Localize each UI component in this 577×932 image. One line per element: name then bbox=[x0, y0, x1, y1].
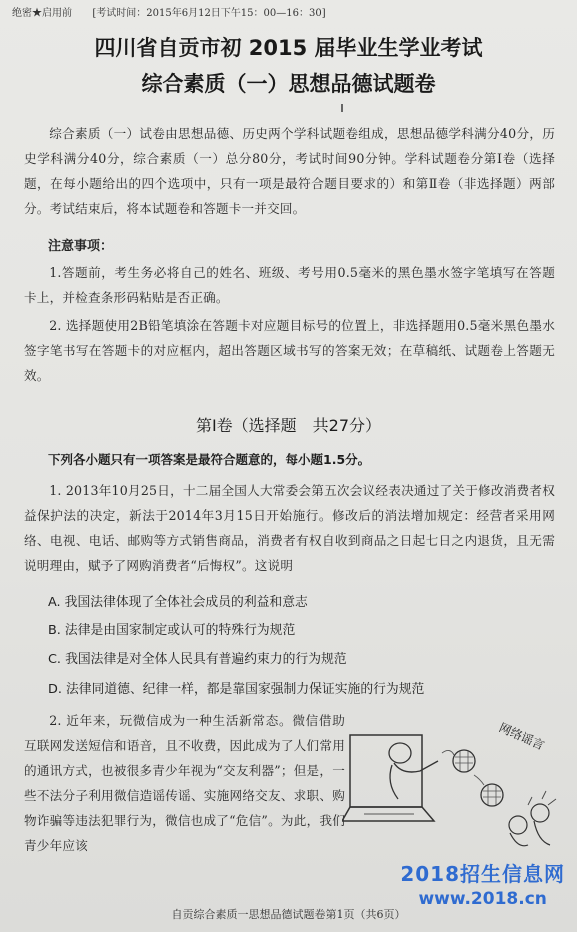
monitor-frame bbox=[350, 735, 422, 807]
question-1-stem: 1. 2013年10月25日，十二届全国人大常委会第五次会议经表决通过了关于修改消费者权益保护法的决定，新法于2014年3月15日开始施行。修改后的消法增加规定：经营者采用网络、电视、电话、邮购等方式销售商品，消费者有权自收到商品之日起七日之内退货，且无需说明理由，赋予了网购消费者“后悔权”。这说明 bbox=[24, 483, 555, 573]
target-body-2 bbox=[534, 821, 550, 845]
note-item-1: 1.答题前，考生务必将自己的姓名、班级、考号用0.5毫米的黑色墨水签字笔填写在答题卡上，并检查条形码粘贴是否正确。 bbox=[24, 265, 555, 305]
intro-paragraph: 综合素质（一）试卷由思想品德、历史两个学科试题卷组成，思想品德学科满分40分，历史学科满分40分，综合素质（一）总分80分，考试时间90分钟。学科试题卷分第Ⅰ卷（选择题，在每小题给出的四个选项中，只有一项是最符合题目要求的）和第Ⅱ卷（非选择题）两部分。考试结束后，将本试题卷和答题卡一并交回。 bbox=[24, 126, 555, 216]
rumor-ball-1-pattern bbox=[455, 751, 473, 771]
shock-lines bbox=[528, 791, 556, 805]
watermark-url: www.2018.cn bbox=[418, 889, 547, 909]
question-1-option-d: D. 法律同道德、纪律一样，都是靠国家强制力保证实施的行为规范 bbox=[48, 682, 425, 697]
header-line bbox=[12, 8, 565, 20]
stray-mark bbox=[341, 104, 343, 112]
note-item-2: 2. 选择题使用2B铅笔填涂在答题卡对应题目标号的位置上，非选择题用0.5毫米黑色墨水签字笔书写在答题卡的对应框内，超出答题区域书写的答案无效；在草稿纸、试题卷上答题无效。 bbox=[24, 318, 555, 383]
question-1-option-c: C. 我国法律是对全体人民具有普遍约束力的行为规范 bbox=[48, 652, 347, 667]
question-1-option-a: A. 我国法律体现了全体社会成员的利益和意志 bbox=[48, 595, 308, 610]
section-title: 第Ⅰ卷（选择题 共27分） bbox=[195, 416, 382, 435]
rumor-ball-1 bbox=[453, 750, 475, 772]
watermark-site-name: 2018招生信息网 bbox=[400, 862, 565, 886]
page-title-line1: 四川省自贡市初 2015 届毕业生学业考试 bbox=[94, 36, 483, 60]
watermark bbox=[400, 858, 565, 909]
question-1-option-b: B. 法律是由国家制定或认可的特殊行为规范 bbox=[48, 623, 296, 638]
target-head-2 bbox=[531, 804, 549, 822]
figure-body bbox=[390, 765, 398, 799]
page-footer: 自贡综合素质一思想品德试题卷第1页（共6页） bbox=[171, 908, 406, 921]
section-instruction: 下列各小题只有一项答案是最符合题意的，每小题1.5分。 bbox=[48, 452, 371, 467]
question-2-stem: 2. 近年来，玩微信成为一种生活新常态。微信借助互联网发送短信和语音，且不收费，因此成为了人们常用的通讯方式，也被很多青少年视为“交友利器”；但是，一些不法分子利用微信造谣传谣、实施网络交友、求职、购物诈骗等违法犯罪行为，微信也成了“危信”。为此，我们青少年应该 bbox=[24, 713, 345, 853]
cartoon-label: 网络谣言 bbox=[496, 720, 547, 753]
notes-heading: 注意事项： bbox=[48, 239, 114, 254]
cartoon-illustration bbox=[342, 713, 564, 863]
rumor-ball-2-pattern bbox=[483, 785, 501, 805]
cartoon-drawing bbox=[342, 713, 564, 863]
secrecy-label: 绝密★启用前 bbox=[12, 8, 72, 19]
exam-time: [考试时间：2015年6月12日下午15：00—16：30] bbox=[92, 8, 326, 19]
figure-head bbox=[389, 743, 411, 763]
motion-lines bbox=[442, 750, 484, 785]
target-head-1 bbox=[509, 816, 527, 834]
target-body-1 bbox=[510, 833, 528, 846]
page-title-line2: 综合素质（一）思想品德试题卷 bbox=[141, 72, 436, 96]
rumor-ball-2 bbox=[481, 784, 503, 806]
